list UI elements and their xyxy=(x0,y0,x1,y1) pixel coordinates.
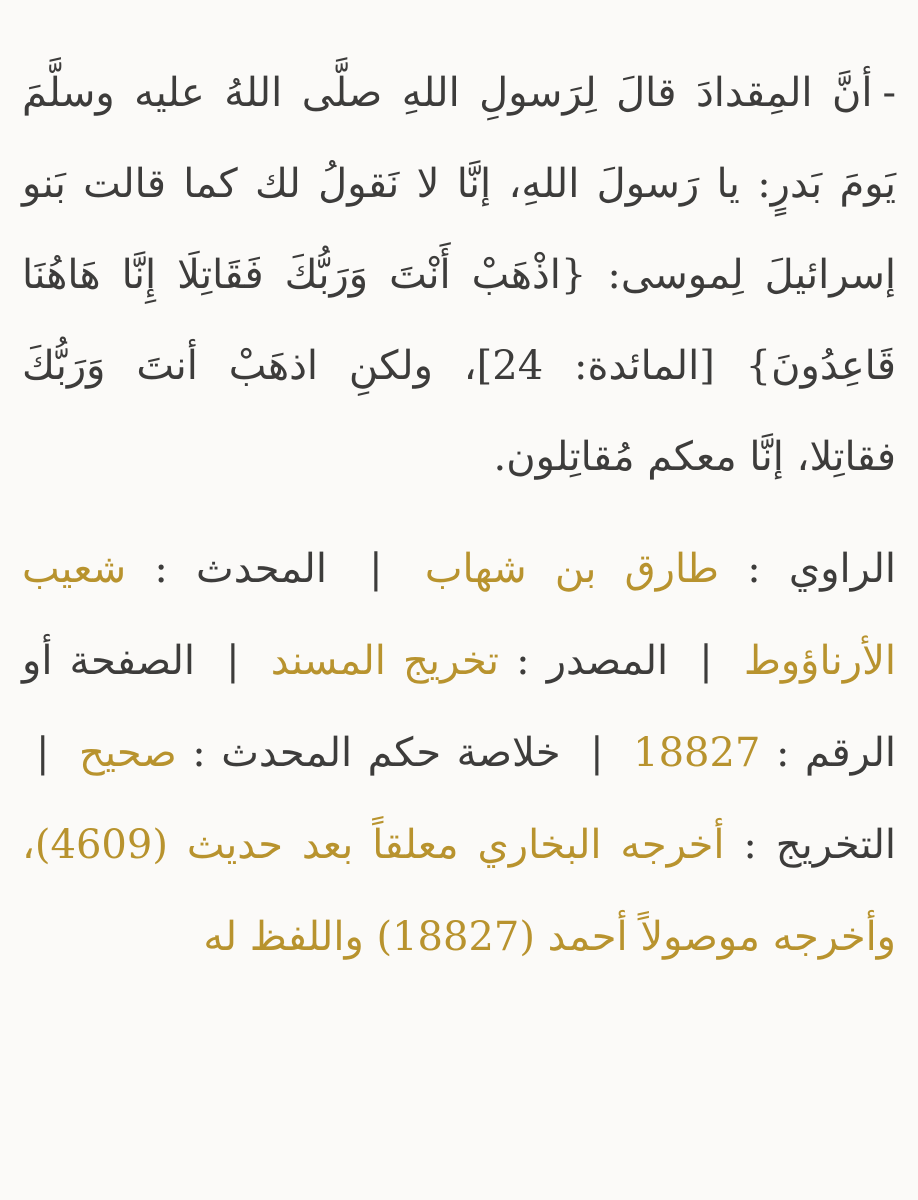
hadith-text-block xyxy=(22,48,896,503)
muhaddith-value[interactable]: شعيب الأرناؤوط xyxy=(22,546,897,684)
ruling-value: صحيح xyxy=(79,730,177,776)
muhaddith-label: المحدث : xyxy=(154,546,327,592)
page-number-value: 18827 xyxy=(633,730,761,776)
ruling-label: خلاصة حكم المحدث : xyxy=(192,730,561,776)
separator: | xyxy=(226,638,240,684)
separator: | xyxy=(36,730,50,776)
hadith-dash: - xyxy=(882,70,896,116)
separator: | xyxy=(699,638,713,684)
takhrij-value: أخرجه البخاري معلقاً بعد حديث (4609)، وأخرجه موصولاً أحمد (18827) واللفظ له xyxy=(22,822,896,960)
takhrij-label: التخريج : xyxy=(743,822,897,868)
source-label: المصدر : xyxy=(516,638,669,684)
separator: | xyxy=(369,546,383,592)
hadith-text: أنَّ المِقدادَ قالَ لِرَسولِ اللهِ صلَّى اللهُ عليه وسلَّمَ يَومَ بَدرٍ: يا رَسولَ اللهِ، إنَّا لا نَقولُ لك كما قالت بَنو إسرائيلَ لِموسى: {اذْهَبْ أَنْتَ وَرَبُّكَ فَقَاتِلَا إِنَّا هَاهُنَا قَاعِدُونَ} [المائدة: 24]، ولكنِ اذهَبْ أنتَ وَرَبُّكَ فقاتِلا، إنَّا معكم مُقاتِلون. xyxy=(22,70,897,480)
narrator-label: الراوي : xyxy=(747,546,896,592)
source-value[interactable]: تخريج المسند xyxy=(270,638,499,684)
page-number-label: الصفحة أو الرقم : xyxy=(22,638,897,776)
hadith-metadata xyxy=(22,523,896,983)
separator: | xyxy=(590,730,604,776)
narrator-value[interactable]: طارق بن شهاب xyxy=(424,546,719,592)
